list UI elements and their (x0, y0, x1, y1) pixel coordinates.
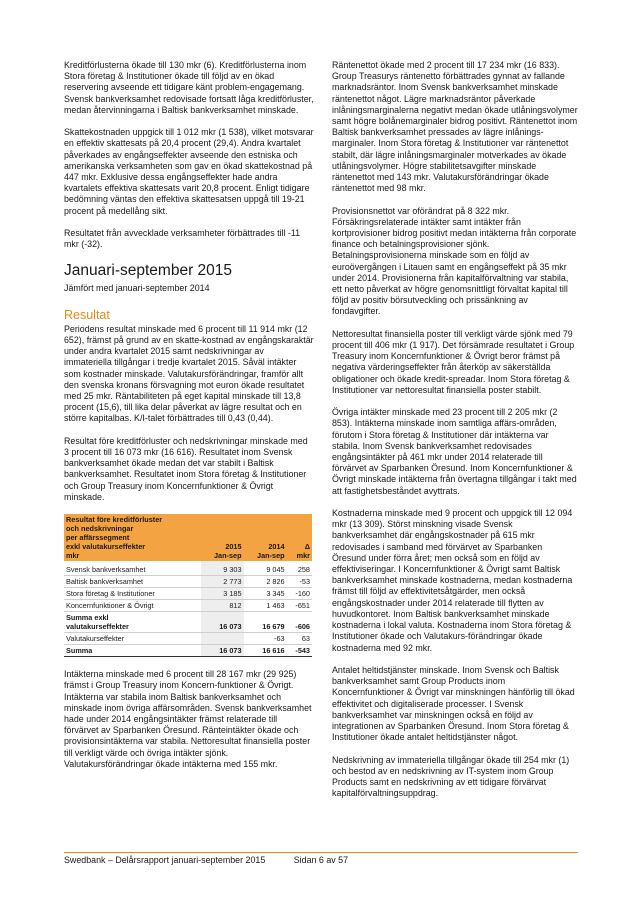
result-heading: Resultat (64, 307, 110, 322)
page-footer (64, 852, 578, 865)
table-row: Stora företag & Institutioner 3 185 3 345 -160 (66, 589, 310, 599)
paragraph-result: Periodens resultat minskade med 6 procent till 11 914 mkr (12 652), främst på grund av en skatte-kostnad av engångskaraktär under andra kvartalet 2015 samt nedskrivningar av immateriella tillgångar i tredje kvartalet 2015. Såväl intäkter som kostnader minskade. Valutakursförändringar, framför allt den svenska kronans försvagning mot euron ökade resultatet med 25 mkr. Räntabiliteten på eget kapital minskade till 13,8 procent (15,6), till lika delar påverkat av lägre resultat och en större kapitalbas. K/I-talet förbättrades till 0,43 (0,44). (64, 323, 314, 424)
paragraph-discontinued: Resultatet från avvecklade verksamheter förbättrades till -11 mkr (-32). (64, 228, 301, 250)
table-row: Svensk bankverksamhet 9 303 9 045 258 (64, 561, 312, 576)
footer-document-title: Swedbank – Delårsrapport januari-september 2015 (64, 855, 266, 865)
paragraph-impairment: Nedskrivning av immateriella tillgångar ökade till 254 mkr (1) och bestod av en nedskrivning av IT-system inom Group Products samt en nedskrivning av ett tidigare förvärvat kapitalförvaltningsuppdrag. (332, 754, 570, 799)
table-header-row (64, 514, 312, 561)
paragraph-headcount: Antalet heltidstjänster minskade. Inom Svensk och Baltisk bankverksamhet samt Group Products inom Koncernfunktioner & Övrigt var minskningen hänförlig till ökad effektivitet och digitaliserade processer. I Svensk bankverksamhet var minskningen också en följd av integrationen av Sparbanken Öresund. Inom Stora företag & Institutioner ökade antalet heltidstjänster något. (332, 664, 575, 743)
paragraph-other-income: Övriga intäkter minskade med 23 procent till 2 205 mkr (2 853). Intäkterna minskade inom samtliga affärs-områden, förutom i Stora företag & Institutioner där intäkterna var stabila. Inom Svensk bankverksamhet redovisades engångsintäkter på 461 mkr under 2014 relaterade till förvärvet av Sparbanken Öresund. Inom Koncernfunktioner & Övrigt minskade intäkterna från övertagna tillgångar i takt med att fastighetsbeståndet avyttrats. (332, 407, 577, 496)
table-row-total: Summa 16 073 16 616 -543 (66, 646, 310, 656)
paragraph-expenses: Kostnaderna minskade med 9 procent och uppgick till 12 094 mkr (13 309). Störst minskning visade Svensk bankverksamhet där engångskostnader på 615 mkr redovisades i samband med förvärvet av Sparbanken Öresund under förra året; men också som en följd av effektiviseringar. I Koncernfunktioner & Övrigt samt Baltisk bankverksamhet minskade kostnaderna, medan kostnaderna främst till följd av effektivitetsåtgärder, men också engångskostnader under 2014 relaterade till flytten av huvudkontoret. Inom Baltisk bankverksamhet minskade kostnaderna i lokal valuta. Kostnaderna inom Stora företag & Institutioner ökade och Valutakurs-förändringar ökade kostnaderna med 92 mkr. (332, 508, 573, 653)
paragraph-income: Intäkterna minskade med 6 procent till 28 167 mkr (29 925) främst i Group Treasury inom Koncern-funktioner & Övrigt. Intäkterna var stabila inom Baltisk bankverksamhet och minskade inom övriga affärsområden. Svensk bankverksamhet hade under 2014 engångsintäkter främst relaterade till förvärvet av Sparbanken Öresund. Ränteintäkter ökade och provisionsintäkterna var stabila. Nettoresultat finansiella poster till verkligt värde och övriga intäkter sjönk. Valutakursförändringar ökade intäkterna med 155 mkr. (64, 669, 312, 769)
segment-result-table (64, 514, 312, 657)
paragraph-net-interest: Räntenettot ökade med 2 procent till 17 234 mkr (16 833). Group Treasurys räntenetto förbättrades gynnat av fallande marknadsräntor. Inom Svensk bankverksamhet minskade räntenettot något. Lägre marknadsräntor påverkade inlåningsmarginalerna negativt medan ökade utlåningsvolymer samt högre bolånemarginaler bidrog positivt. Räntenettot inom Baltisk bankverksamhet pressades av lägre inlånings-marginaler. Inom Stora företag & Institutioner var räntenettot stabilt, där lägre inlåningsmarginaler motverkades av ökade utlåningsvolymer. Högre stabilitetsavgifter minskade räntenettot med 143 mkr. Valutakursförändringar ökade räntenettot med 98 mkr. (332, 60, 578, 194)
footer-page-number: Sidan 6 av 57 (293, 855, 349, 865)
section-subheading: Jämfört med januari-september 2014 (64, 282, 210, 293)
paragraph-commission: Provisionsnettot var oförändrat på 8 322 mkr. Försäkringsrelaterade intäkter samt intäkter från kortprovisioner bidrog positivt medan intäkterna från corporate finance och betalningsprovisioner sjönk. Betalningsprovisionerna minskade som en följd av euroövergången i Litauen samt en engångseffekt på 35 mkr under 2014. Provisionerna från kapitalförvaltning var stabila, ett netto påverkat av högre genomsnittligt förvaltat kapital till följd av positiv börsutveckling och prissänkning av fondavgifter. (332, 205, 577, 317)
left-column (64, 60, 314, 781)
table-row-subtotal: Summa exkl valutakurseffekter 16 073 16 679 -606 (66, 613, 310, 632)
paragraph-credit-losses: Kreditförlusterna ökade till 130 mkr (6). Kreditförlusterna inom Stora företag & Institutioner ökade till följd av en ökad reservering avseende ett tidigare känt problem-engagemang. Svensk bankverksamhet redovisade fortsatt låga kreditförluster, medan återvinningarna i Baltisk bankverksamhet minskade. (64, 60, 314, 115)
table-header-2014: 2014 Jan-sep (244, 514, 287, 561)
table-header-label: Resultat före kreditförluster och nedskrivningar per affärssegment exkl valutakurseffekter mkr (64, 514, 201, 561)
section-heading: Januari-september 2015 (64, 261, 233, 279)
table-row-fx-effects: Valutakurseffekter -63 63 (66, 634, 310, 644)
paragraph-tax: Skattekostnaden uppgick till 1 012 mkr (1 538), vilket motsvarar en effektiv skattesats på 20,4 procent (29,4). Andra kvartalet påverkades av engångseffekter avseende den estniska och amerikanska verksamheten som gav en ökad skattekostnad på 447 mkr. Exklusive dessa engångseffekter hade andra kvartalets effektiva skattesats varit 20,8 procent. Enligt tidigare bedömning väntas den effektiva skattesatsen uppgå till 19-21 procent på medellång sikt. (64, 127, 314, 216)
paragraph-result-before-losses: Resultat före kreditförluster och nedskrivningar minskade med 3 procent till 16 073 mkr (16 616). Resultatet inom Svensk bankverksamhet ökade medan det var stabilt i Baltisk bankverksamhet. Resultatet inom Stora företag & Institutioner och Group Treasury inom Koncernfunktioner & Övrigt minskade. (64, 435, 308, 502)
right-column (332, 60, 578, 811)
paragraph-financial-items: Nettoresultat finansiella poster till verkligt värde sjönk med 79 procent till 406 mkr (1 917). Det försämrade resultatet i Group Treasury inom Koncernfunktioner & Övrigt beror främst på negativa värderingseffekter från återköp av säkerställda obligationer och ökade kredit-spreadar. Inom Stora företag & Institutioner var nettoresultat finansiella poster stabilt. (332, 328, 575, 395)
table-header-2015: 2015 Jan-sep (201, 514, 244, 561)
table-row: Baltisk bankverksamhet 2 773 2 826 -53 (66, 577, 310, 587)
table-header-delta: Δ mkr (287, 514, 312, 561)
table-row: Koncernfunktioner & Övrigt 812 1 463 -651 (66, 601, 310, 611)
